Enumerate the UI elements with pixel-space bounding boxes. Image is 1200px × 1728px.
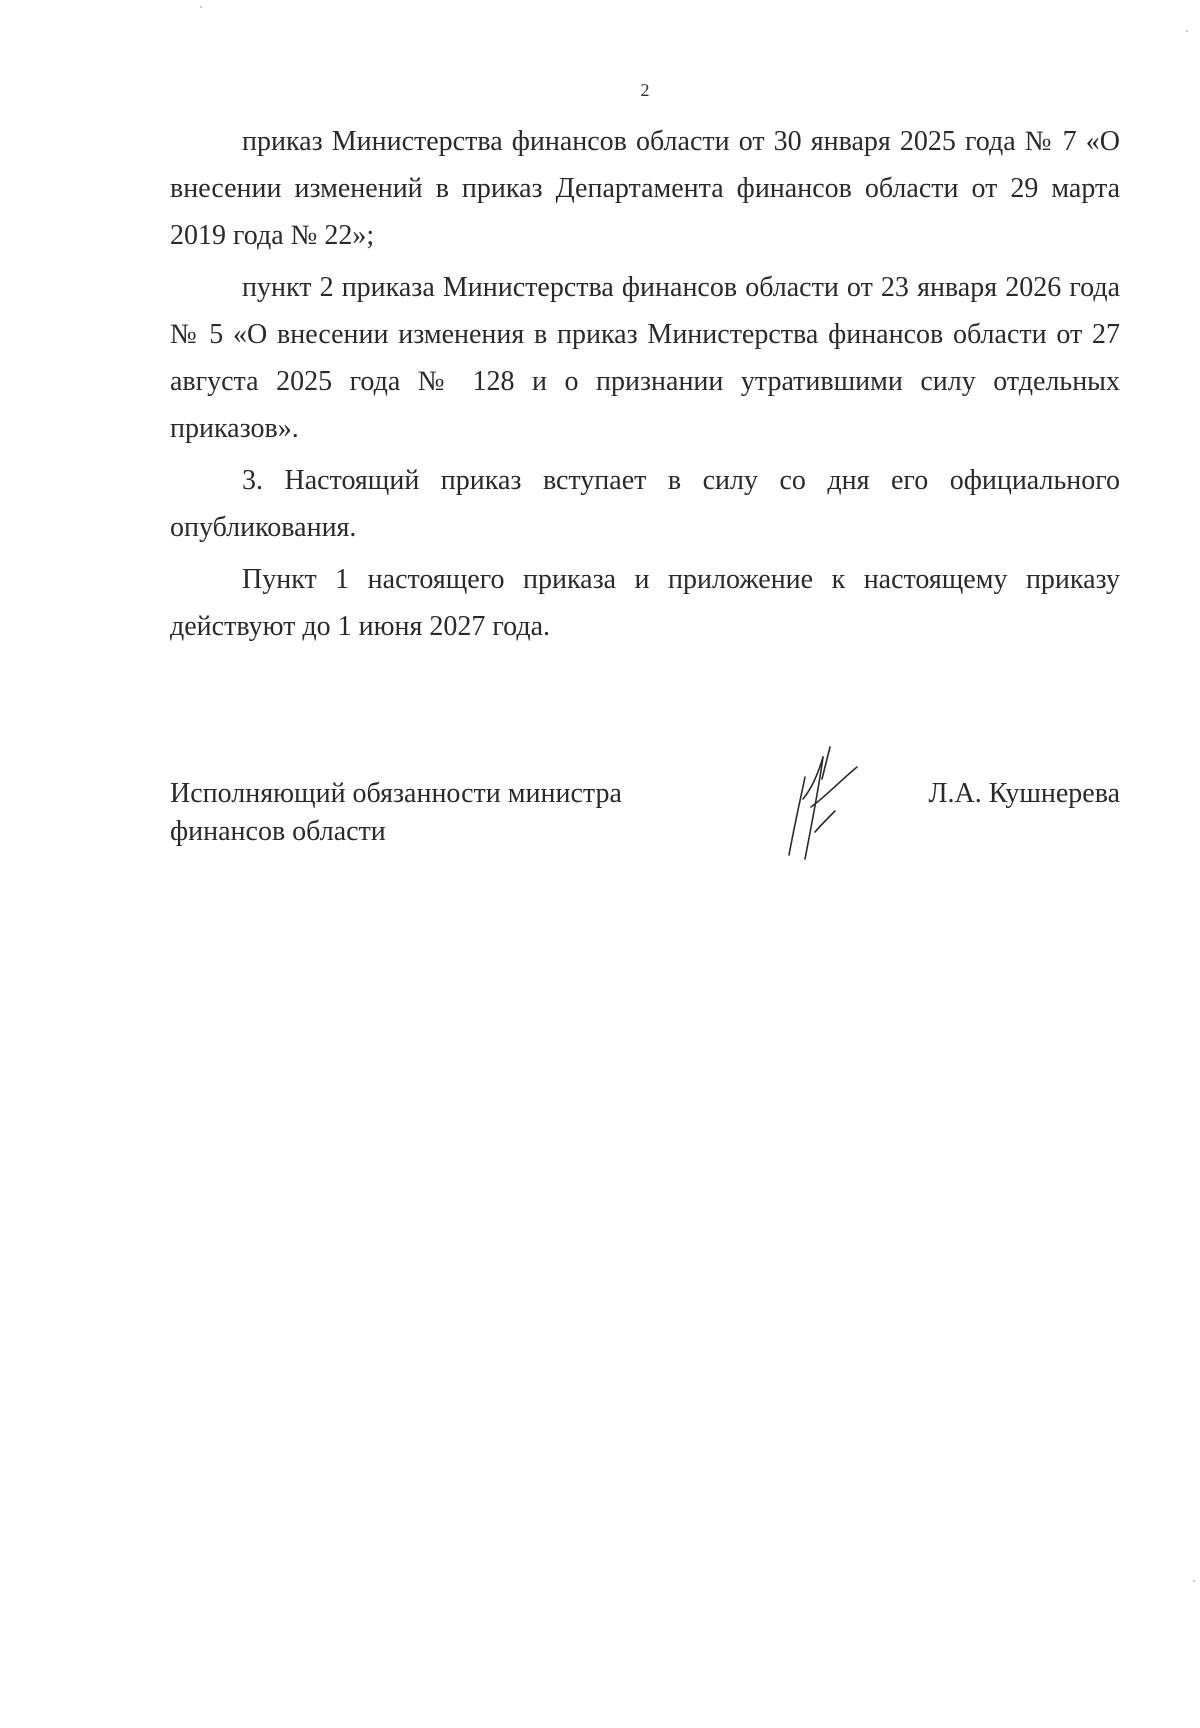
signatory-name: Л.А. Кушнерева (928, 778, 1120, 809)
signatory-position-line1: Исполняющий обязанности министра (170, 778, 622, 809)
scan-speck (1186, 30, 1188, 32)
signatory-position-line2: финансов области (170, 816, 386, 847)
paragraph-order-2025-7: приказ Министерства финансов области от 30 января 2025 года № 7 «О внесении изменений в приказ Департамента финансов области от 29 марта 2019 года № 22»; (170, 126, 1120, 251)
scan-speck (200, 6, 202, 8)
signature-block (170, 775, 1120, 875)
signatory-position (170, 775, 690, 851)
paragraph-order-2026-5: пункт 2 приказа Министерства финансов области от 23 января 2026 года № 5 «О внесении изменения в приказ Министерства финансов области от 27 августа 2025 года № 128 и о признании утратившими силу отдельных приказов». (170, 272, 1120, 444)
document-body (170, 118, 1120, 655)
page-number: 2 (640, 80, 650, 100)
paragraph-effective-date: 3. Настоящий приказ вступает в силу со дня его официального опубликования. (170, 465, 1120, 543)
handwritten-signature (775, 737, 875, 867)
paragraph-validity: Пункт 1 настоящего приказа и приложение к настоящему приказу действуют до 1 июня 2027 года. (170, 564, 1120, 642)
scan-speck (1193, 1580, 1195, 1582)
